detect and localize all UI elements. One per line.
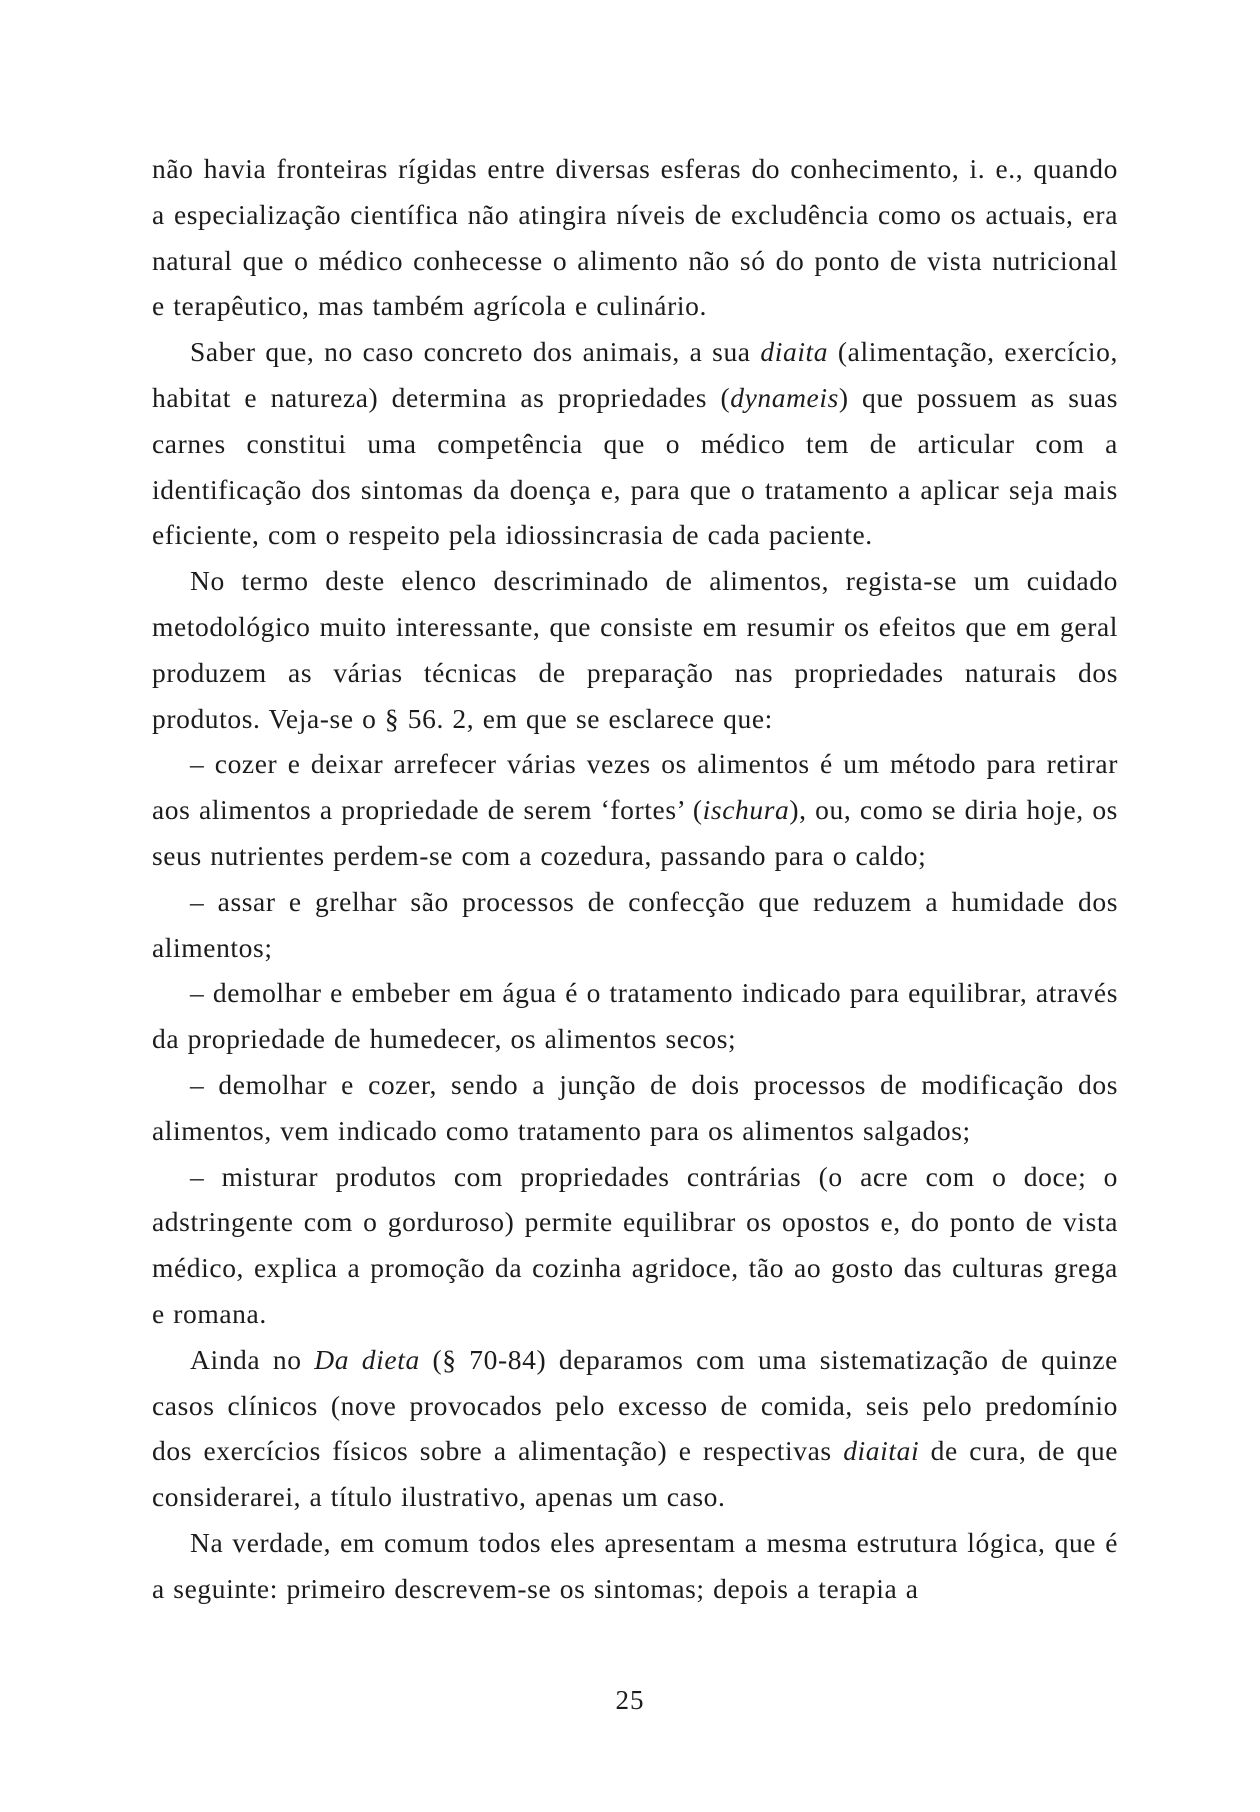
text-run: – cozer e deixar arrefecer várias vezes os alimentos é um método para retirar aos alimentos a propriedade de serem ‘fortes’ ( xyxy=(152,748,1118,826)
text-run: Na verdade, em comum todos eles apresentam a mesma estrutura lógica, que é a seguinte: primeiro descrevem-se os sintomas; depois a terapia a xyxy=(152,1526,1118,1604)
text-run: No termo deste elenco descriminado de alimentos, regista-se um cuidado metodológico muito interessante, que consiste em resumir os efeitos que em geral produzem as várias técnicas de preparação nas propriedades naturais dos produtos. Veja-se o § 56. 2, em que se esclarece que: xyxy=(152,565,1118,734)
text-run: – demolhar e cozer, sendo a junção de dois processos de modificação dos alimentos, vem indicado como tratamento para os alimentos salgados; xyxy=(152,1068,1118,1146)
paragraph xyxy=(152,1154,1118,1337)
italic-term: diaitai xyxy=(843,1435,920,1467)
text-run: ), ou, como se diria hoje, os seus nutrientes perdem-se com a cozedura, passando para o caldo; xyxy=(152,794,1118,871)
text-run: de cura, de que considerarei, a título ilustrativo, apenas um caso. xyxy=(152,1435,1119,1513)
paragraph xyxy=(152,146,1118,329)
italic-term: diaita xyxy=(760,336,829,368)
paragraph xyxy=(152,879,1118,971)
text-run: Ainda no xyxy=(190,1343,315,1375)
text-run: (§ 70-84) deparamos com uma sistematização de quinze casos clínicos (nove provocados pelo excesso de comida, seis pelo predomínio dos exercícios físicos sobre a alimentação) e respectivas xyxy=(152,1343,1118,1467)
text-run: – misturar produtos com propriedades contrárias (o acre com o doce; o adstringente com o gorduroso) permite equilibrar os opostos e, do ponto de vista médico, explica a promoção da cozinha agridoce, tão ao gosto das culturas grega e romana. xyxy=(152,1160,1118,1329)
page-body xyxy=(152,146,1118,1612)
italic-term: dynameis xyxy=(730,381,839,413)
text-run: – assar e grelhar são processos de confecção que reduzem a humidade dos alimentos; xyxy=(152,885,1118,963)
paragraph xyxy=(152,558,1118,741)
paragraph xyxy=(152,329,1118,558)
paragraph xyxy=(152,1062,1118,1154)
text-run: – demolhar e embeber em água é o tratamento indicado para equilibrar, através da propriedade de humedecer, os alimentos secos; xyxy=(152,977,1118,1055)
paragraph xyxy=(152,741,1118,878)
paragraph xyxy=(152,1337,1118,1520)
italic-term: Da dieta xyxy=(314,1343,420,1375)
paragraph xyxy=(152,1520,1118,1612)
page-number: 25 xyxy=(615,1685,645,1715)
paragraph xyxy=(152,970,1118,1062)
text-run: Saber que, no caso concreto dos animais, a sua xyxy=(190,336,761,368)
italic-term: ischura xyxy=(702,794,790,826)
text-run: ) que possuem as suas carnes constitui uma competência que o médico tem de articular com a identificação dos sintomas da doença e, para que o tratamento a aplicar seja mais eficiente, com o respeito pela idiossincrasia de cada paciente. xyxy=(152,381,1118,551)
text-run: (alimentação, exercício, habitat e natureza) determina as propriedades ( xyxy=(152,336,1118,413)
text-run: não havia fronteiras rígidas entre diversas esferas do conhecimento, i. e., quando a especialização científica não atingira níveis de excludência como os actuais, era natural que o médico conhecesse o alimento não só do ponto de vista nutricional e terapêutico, mas também agrícola e culinário. xyxy=(152,153,1118,322)
